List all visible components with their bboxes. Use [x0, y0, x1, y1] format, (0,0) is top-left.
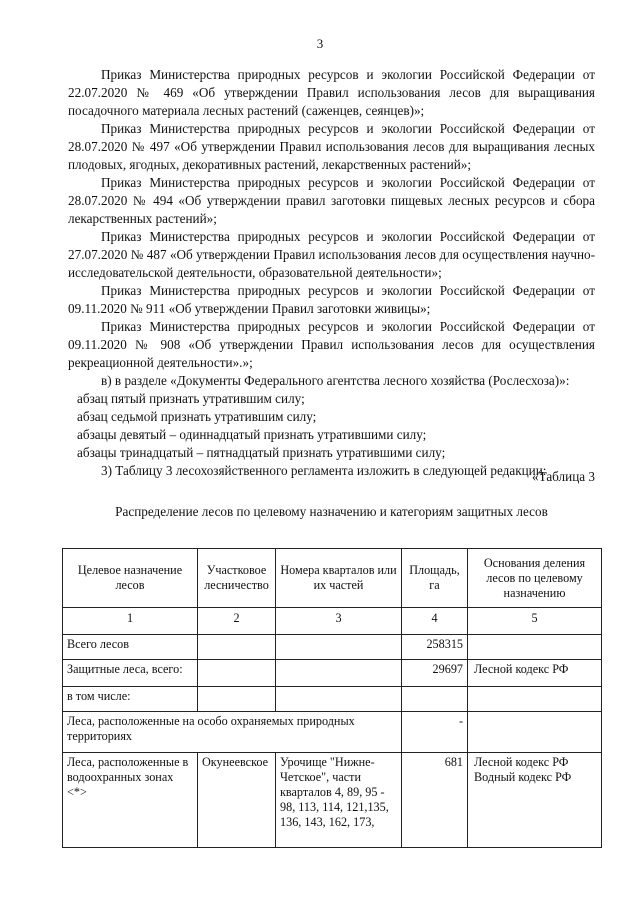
header-purpose: Целевое назначение лесов — [63, 549, 198, 608]
row-label: в том числе: — [63, 687, 198, 712]
table-row-water-zones — [63, 753, 602, 848]
empty-cell — [276, 660, 402, 687]
amendment-line: абзац седьмой признать утратившим силу; — [77, 409, 317, 424]
column-number: 1 — [63, 608, 198, 635]
basis-text: Водный кодекс РФ — [474, 770, 572, 784]
column-number: 3 — [276, 608, 402, 635]
table-row-total — [63, 635, 602, 660]
column-number-row — [63, 608, 602, 635]
empty-cell — [468, 712, 602, 753]
basis-cell — [468, 753, 602, 848]
row-label: Защитные леса, всего: — [63, 660, 198, 687]
empty-cell — [198, 687, 276, 712]
column-number: 2 — [198, 608, 276, 635]
empty-cell — [198, 660, 276, 687]
header-area: Площадь, га — [402, 549, 468, 608]
amendment-line: абзацы тринадцатый – пятнадцатый признать утратившими силу; — [77, 445, 446, 460]
basis-text: Лесной кодекс РФ — [474, 662, 569, 676]
empty-cell — [468, 687, 602, 712]
row-label: Всего лесов — [63, 635, 198, 660]
row-label: Леса, расположенные на особо охраняемых природных территориях — [63, 712, 402, 753]
column-number: 5 — [468, 608, 602, 635]
basis-cell — [468, 660, 602, 687]
table-reference: «Таблица 3 — [532, 469, 595, 484]
paragraph-order-487: Приказ Министерства природных ресурсов и экологии Российской Федерации от 27.07.2020 № 487 «Об утверждении Правил использования лесов для осуществления научно-исследовательской деятельности, образовательной деятельности»; — [68, 229, 595, 280]
paragraph-order-494: Приказ Министерства природных ресурсов и экологии Российской Федерации от 28.07.2020 № 494 «Об утверждении правил заготовки пищевых лесных ресурсов и сбора лекарственных растений»; — [68, 175, 595, 226]
area-value: 258315 — [402, 635, 468, 660]
table-header-row — [63, 549, 602, 608]
area-value: - — [402, 712, 468, 753]
column-number: 4 — [402, 608, 468, 635]
empty-cell — [276, 687, 402, 712]
table-row-protected-areas — [63, 712, 602, 753]
paragraph-order-497: Приказ Министерства природных ресурсов и экологии Российской Федерации от 28.07.2020 № 497 «Об утверждении Правил использования лесов для выращивания лесных плодовых, ягодных, декоративных растений, лекарственных растений»; — [68, 121, 595, 172]
quarters-value: Урочище "Нижне-Четское", части кварталов 4, 89, 95 - 98, 113, 114, 121,135, 136, 143, 162, 173, — [276, 753, 402, 848]
table-row-including — [63, 687, 602, 712]
paragraph-rosleskhoz-section: в) в разделе «Документы Федерального агентства лесного хозяйства (Рослесхоза)»: — [101, 373, 570, 388]
forest-distribution-table — [62, 548, 602, 848]
area-value: 681 — [402, 753, 468, 848]
district-value: Окунеевское — [198, 753, 276, 848]
amendment-line: абзацы девятый – одиннадцатый признать утратившими силу; — [77, 427, 427, 442]
header-district: Участковое лесничество — [198, 549, 276, 608]
paragraph-order-908: Приказ Министерства природных ресурсов и экологии Российской Федерации от 09.11.2020 № 908 «Об утверждении Правил использования лесов для осуществления рекреационной деятельности».»; — [68, 319, 595, 370]
row-label: Леса, расположенные в водоохранных зонах <*> — [63, 753, 198, 848]
empty-cell — [402, 687, 468, 712]
empty-cell — [198, 635, 276, 660]
item-3-paragraph: 3) Таблицу 3 лесохозяйственного регламента изложить в следующей редакции: — [101, 463, 547, 478]
empty-cell — [276, 635, 402, 660]
table-row-protective — [63, 660, 602, 687]
document-body — [68, 66, 595, 480]
paragraph-order-911: Приказ Министерства природных ресурсов и экологии Российской Федерации от 09.11.2020 № 911 «Об утверждении Правил заготовки живицы»; — [68, 283, 595, 316]
area-value: 29697 — [402, 660, 468, 687]
empty-cell — [468, 635, 602, 660]
header-quarters: Номера кварталов или их частей — [276, 549, 402, 608]
basis-text: Лесной кодекс РФ — [474, 755, 569, 769]
amendment-line: абзац пятый признать утратившим силу; — [77, 391, 305, 406]
header-basis: Основания деления лесов по целевому назначению — [468, 549, 602, 608]
paragraph-order-469: Приказ Министерства природных ресурсов и экологии Российской Федерации от 22.07.2020 № 469 «Об утверждении Правил использования лесов для выращивания посадочного материала лесных растений (саженцев, сеянцев)»; — [68, 67, 595, 118]
table-caption: Распределение лесов по целевому назначению и категориям защитных лесов — [115, 504, 548, 519]
page-number: 3 — [316, 36, 324, 51]
